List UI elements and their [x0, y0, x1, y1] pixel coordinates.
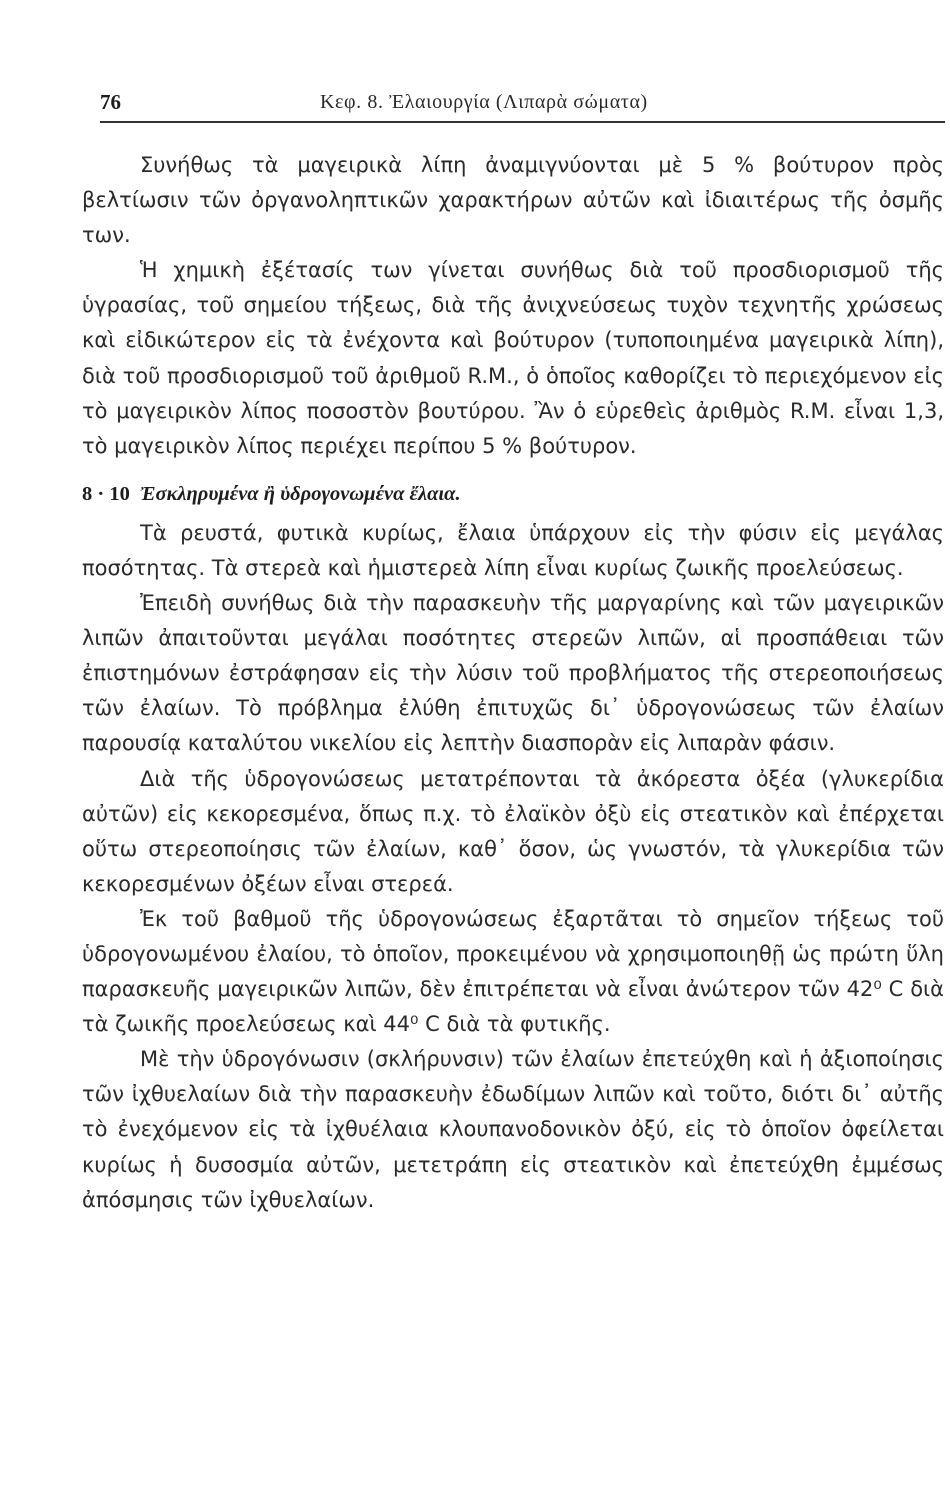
- paragraph: Συνήθως τὰ μαγειρικὰ λίπη ἀναμιγνύονται μὲ 5 % βούτυρον πρὸς βελτίωσιν τῶν ὀργανοληπτικῶν χαρακτήρων αὐτῶν καὶ ἰδιαιτέρως τῆς ὀσμῆς των.: [82, 153, 944, 248]
- paragraph: Τὰ ρευστά, φυτικὰ κυρίως, ἔλαια ὑπάρχουν εἰς τὴν φύσιν εἰς μεγάλας ποσότητας. Τὰ στερεὰ καὶ ἡμιστερεὰ λίπη εἶναι κυρίως ζωικῆς προελεύσεως.: [82, 520, 944, 580]
- page-number: 76: [100, 90, 121, 114]
- section-title: Ἐσκληρυμένα ἢ ὑδρογονωμένα ἔλαια.: [139, 482, 461, 505]
- header-rule: [100, 121, 945, 123]
- section-heading: [82, 479, 944, 509]
- body-text: [82, 148, 944, 1218]
- paragraph: Διὰ τῆς ὑδρογονώσεως μετατρέπονται τὰ ἀκόρεστα ὀξέα (γλυκερίδια αὐτῶν) εἰς κεκορεσμένα, ὅπως π.χ. τὸ ἐλαϊκὸν ὀξὺ εἰς στεατικὸν καὶ ἐπέρχεται οὕτω στερεοποίησις τῶν ἐλαίων, καθ᾽ ὅσον, ὡς γνωστόν, τὰ γλυκερίδια τῶν κεκορεσμένων ὀξέων εἶναι στερεά.: [82, 766, 944, 896]
- paragraph: Ἐπειδὴ συνήθως διὰ τὴν παρασκευὴν τῆς μαργαρίνης καὶ τῶν μαγειρικῶν λιπῶν ἀπαιτοῦνται μεγάλαι ποσότητες στερεῶν λιπῶν, αἱ προσπάθειαι τῶν ἐπιστημόνων ἐστράφησαν εἰς τὴν λύσιν τοῦ προβλήματος τῆς στερεοποιήσεως τῶν ἐλαίων. Τὸ πρόβλημα ἐλύθη ἐπιτυχῶς δι᾽ ὑδρογονώσεως τῶν ἐλαίων παρουσίᾳ καταλύτου νικελίου εἰς λεπτὴν διασπορὰν εἰς λιπαρὰν φάσιν.: [82, 591, 944, 756]
- paragraph: Ἐκ τοῦ βαθμοῦ τῆς ὑδρογονώσεως ἐξαρτᾶται τὸ σημεῖον τήξεως τοῦ ὑδρογονωμένου ἐλαίου, τὸ ὁποῖον, προκειμένου νὰ χρησιμοποιηθῇ ὡς πρώτη ὕλη παρασκευῆς μαγειρικῶν λιπῶν, δὲν ἐπιτρέπεται νὰ εἶναι ἀνώτερον τῶν 42⁰ C διὰ τὰ ζωικῆς προελεύσεως καὶ 44⁰ C διὰ τὰ φυτικῆς.: [82, 906, 944, 1037]
- paragraph: Ἡ χημικὴ ἐξέτασίς των γίνεται συνήθως διὰ τοῦ προσδιορισμοῦ τῆς ὑγρασίας, τοῦ σημείου τήξεως, διὰ τῆς ἀνιχνεύσεως τυχὸν τεχνητῆς χρώσεως καὶ εἰδικώτερον εἰς τὰ ἐνέχοντα καὶ βούτυρον (τυποποιημένα μαγειρικὰ λίπη), διὰ τοῦ προσδιορισμοῦ τοῦ ἀριθμοῦ R.M., ὁ ὁποῖος καθορίζει τὸ περιεχόμενον εἰς τὸ μαγειρικὸν λίπος ποσοστὸν βουτύρου. Ἂν ὁ εὑρεθεὶς ἀριθμὸς R.M. εἶναι 1,3, τὸ μαγειρικὸν λίπος περιέχει περίπου 5 % βούτυρον.: [82, 258, 944, 458]
- running-head: Κεφ. 8. Ἐλαιουργία (Λιπαρὰ σώματα): [320, 91, 648, 113]
- section-number: 8 · 10: [82, 482, 130, 505]
- paragraph: Μὲ τὴν ὑδρογόνωσιν (σκλήρυνσιν) τῶν ἐλαίων ἐπετεύχθη καὶ ἡ ἀξιοποίησις τῶν ἰχθυελαίων διὰ τὴν παρασκευὴν ἐδωδίμων λιπῶν καὶ τοῦτο, διότι δι᾽ αὐτῆς τὸ ἐνεχόμενον εἰς τὰ ἰχθυέλαια κλουπανοδονικὸν ὀξύ, εἰς τὸ ὁποῖον ὀφείλεται κυρίως ἡ δυσοσμία αὐτῶν, μετετράπη εἰς στεατικὸν καὶ ἐπετεύχθη ἐμμέσως ἀπόσμησις τῶν ἰχθυελαίων.: [82, 1047, 944, 1212]
- page-header: [100, 88, 945, 122]
